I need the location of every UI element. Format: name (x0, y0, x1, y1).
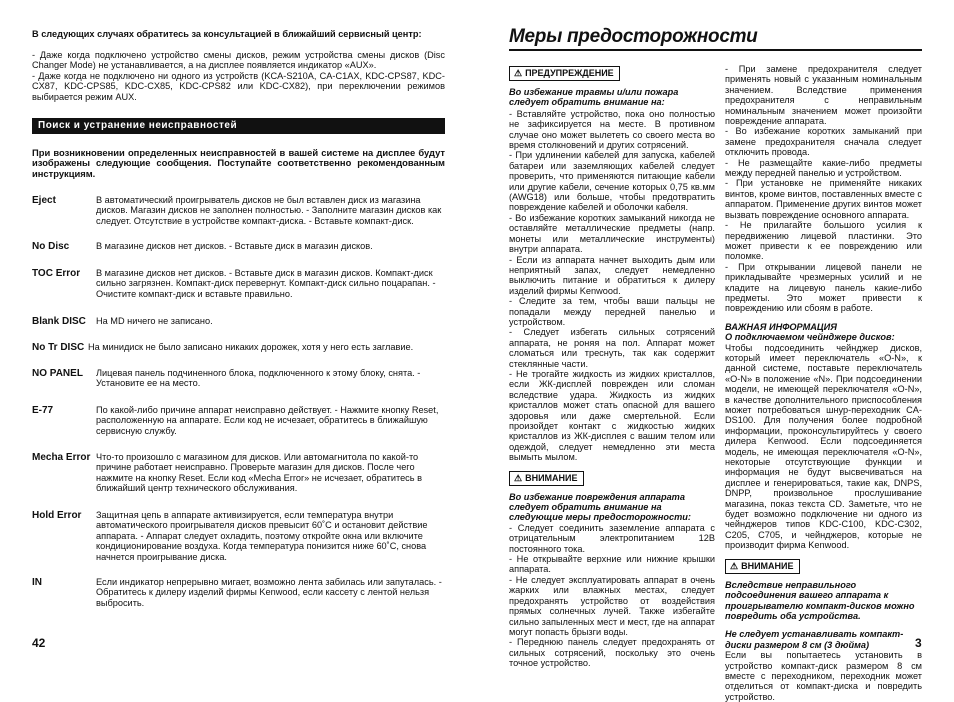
right-page (477, 0, 954, 702)
warning-badge (509, 66, 620, 81)
changer-heading: О подключаемом чейнджере дисков: (725, 332, 895, 343)
msg-term-e77: E-77 (32, 405, 54, 416)
caution-text: - Следует соединить заземление аппарата с отрицательным электропитанием 12В постоянного тока. - Не открывайте верхние или нижние крышки аппарата. - Не следует эксплуатировать аппарат в очень жарких или влажных местах, следует предохранять устройство от воздействия прямых солнечных лучей. Также избегайте сильно запыленных мест и мест, где на аппарат могут попасть брызги воды. - Переднюю панель следует предохранять от сильных сотрясений, поскольку это очень точное устройство. (509, 522, 715, 669)
msg-term-eject: Eject (32, 195, 56, 206)
caution2-badge (725, 559, 800, 574)
msg-term-in: IN (32, 577, 42, 588)
warning-label: ПРЕДУПРЕЖДЕНИЕ (525, 68, 614, 78)
msg-desc-e77: По какой-либо причине аппарат неисправно действует. - Нажмите кнопку Reset, расположенную на аппарате. Если код не исчезает, обратитесь в ближайшую сервисную службу. (96, 405, 439, 436)
caution2-heading: Вследствие неправильного подсоединения вашего аппарата к проигрывателю компакт-дисков можно повредить оба устройства. (725, 579, 915, 621)
msg-desc-no-disc: В магазине дисков нет дисков. - Вставьте диск в магазин дисков. (96, 241, 373, 251)
msg-desc-no-panel: Лицевая панель подчиненного блока, подключенного к этому блоку, снята. - Установите ее на место. (96, 368, 421, 389)
msg-desc-in: Если индикатор непрерывно мигает, возможно лента забилась или запуталась. - Обратитесь к дилеру изделий фирмы Kenwood, если кассету с лентой нельзя выбросить. (96, 577, 442, 608)
left-page (0, 0, 477, 675)
msg-term-toc-error: TOC Error (32, 268, 81, 279)
page-title: Меры предосторожности (509, 26, 758, 47)
caution-triangle-icon: ⚠ (514, 472, 523, 483)
msg-term-mecha-error: Mecha Error (32, 452, 91, 463)
warning-text: - Вставляйте устройство, пока оно полностью не зафиксируется на месте. В противном случае оно может вылететь со своего места во время столкновений и других сотрясений. - При удлинении кабелей для запуска, кабелей батареи или заземляющих кабелей следует проверить, что применяются питающие кабели или другие кабели, сечение которых 0,75 кв.мм (AWG18) или больше, чтобы предотвратить повреждение кабелей и оболочки кабеля. - Во избежание коротких замыканий никогда не оставляйте металлические предметы (напр. монеты или металлические инструменты) внутри аппарата. - Если из аппарата начнет выходить дым или неприятный запах, следует немедленно выключить питание и обратиться к дилеру изделий фирмы Kenwood. - Следите за тем, чтобы ваши пальцы не попадали между передней панелью и устройством. - Следует избегать сильных сотрясений аппарата, не роняя на пол. Аппарат может сломаться или треснуть, так как содержит стеклянные части. - Не трогайте жидкость из жидких кристаллов, если ЖК-дисплей поврежден или сломан вследствие удара. Жидкость из жидких кристаллов может стать опасной для вашего здоровья или даже смертельной. Если произойдет контакт с жидкостью жидких кристаллов из ЖК-дисплея с вашим телом или одеждой, следует немедленно эти места вымыть мылом. (509, 108, 715, 463)
fuse-and-panel-text: - При замене предохранителя следует применять новый с указанным номинальным значением. Вследствие применения предохранителя с неправильным номинальным значением может произойти повреждение аппарата. - Во избежание коротких замыканий при замене предохранителя сначала следует отключить провода. - Не размещайте какие-либо предметы между передней панелью и устройством. - При установке не применяйте никаких винтов, кроме винтов, поставленных вместе с аппаратом. Применение других винтов может вызвать повреждение основного аппарата. - Не прилагайте большого усилия к передвижению лицевой пластинки. Это может привести к ее повреждению или поломке. - При открывании лицевой панели не прикладывайте чрезмерных усилий и не кладите на лицевую панель какие-либо предметы. Это может привести к повреждению или сбоям в работе. (725, 64, 922, 314)
title-rule (509, 49, 922, 51)
caution-label: ВНИМАНИЕ (525, 472, 578, 483)
warning-triangle-icon: ⚠ (514, 68, 523, 78)
msg-desc-mecha-error: Что-то произошло с магазином для дисков. Или автомагнитола по какой-то причине работает неисправно. Проверьте магазин для дисков. После чего нажмите на кнопку Reset. Если код «Mecha Error» не исчезает, обратитесь в ближайший центр технического обслуживания. (96, 452, 422, 494)
msg-term-blank-disc: Blank DISC (32, 316, 86, 327)
msg-term-hold-error: Hold Error (32, 510, 82, 521)
warning-heading: Во избежание травмы и/или пожара следует обратить внимание на: (509, 87, 679, 108)
service-text: - Даже когда подключено устройство смены дисков, режим устройства смены дисков (Disc Changer Mode) не устанавливается, а на дисплее появляется индикатор «AUX». - Даже когда не подключено ни одного из устройств (KCA-S210A, CA-C1AX, KDC-CPS87, KDC-CX87, KDC-CPS85, KDC-CX85, KDC-CPS82 или KDC-CX82), при переключении режимов выбирается режим AUX. (32, 50, 445, 102)
troubleshooting-title: Поиск и устранение неисправностей (32, 118, 445, 134)
caution-heading: Во избежание повреждения аппарата следует обратить внимание на следующие меры предосторожности: (509, 491, 691, 523)
service-heading: В следующих случаях обратитесь за консультацией в ближайший сервисный центр: (32, 29, 422, 39)
column-2 (725, 64, 922, 702)
troubleshooting-intro: При возникновении определенных неисправностей в вашей системе на дисплее будут изображены следующие сообщения. Поступайте соответственно рекомендованным инструкциям. (32, 147, 445, 179)
disc-text: Если вы попытаетесь установить в устройство компакт-диск размером 8 см вместе с переходником, переходник может отделиться от компакт-диска и повредить устройство. (725, 650, 922, 702)
column-1 (509, 64, 715, 669)
changer-text: Чтобы подсоединить чейнджер дисков, который имеет переключатель «O-N», к данной системе, поставьте переключатель «O-N» в положение «N». При подсоединении модели, не имеющей переключателя «O-N», в качестве дополнительного приспособления может потребоваться шнур-переходник CA-DS100. Для получения более подробной информации, проконсультируйтесь у своего дилера Kenwood. Если подсоединяется модель, не имеющая переключателя «O-N», некоторые отсутствующие функции и информация не будут высвечиваться на дисплее и генерироваться, такие как, DNPS, DNPP, произвольное прослушивание магазина, показ текста CD. Заметьте, что не будет возможно подключение ни одного из чейнджеров типов KDC-C100, KDC-C302, C205, C705, и чейнджеров, которые не производит фирма Kenwood. (725, 342, 922, 551)
caution2-triangle-icon: ⚠ (730, 560, 739, 571)
page-number-right: 3 (915, 636, 922, 650)
msg-desc-hold-error: Защитная цепь в аппарате активизируется, если температура внутри автоматического проигрывателя дисков превысит 60˚С и остановит действие аппарата. - Аппарат следует охладить, поэтому откройте окна или включите кондиционирование воздуха. Когда температура понизится ниже 60˚С, снова начнется проигрывание диска. (96, 510, 428, 562)
msg-desc-no-tr-disc: На минидиск не было записано никаких дорожек, хотя у него есть заглавие. (88, 342, 414, 352)
msg-desc-blank-disc: На MD ничего не записано. (96, 316, 213, 326)
caution2-label: ВНИМАНИЕ (741, 560, 794, 571)
msg-term-no-tr-disc: No Tr DISC (32, 342, 85, 353)
msg-desc-toc-error: В магазине дисков нет дисков. - Вставьте диск в магазин дисков. Компакт-диск сильно загрязнен. Компакт-диск перевернут. Компакт-диск сильно поцарапан. - Очистите компакт-диск и вставьте правильно. (96, 268, 436, 299)
msg-term-no-panel: NO PANEL (32, 368, 83, 379)
disc-heading: Не следует устанавливать компакт-диски размером 8 см (3 дюйма) (725, 629, 904, 650)
info-heading: ВАЖНАЯ ИНФОРМАЦИЯ (725, 321, 837, 332)
page-number-left: 42 (32, 636, 46, 650)
caution-badge (509, 471, 584, 486)
msg-term-no-disc: No Disc (32, 241, 70, 252)
msg-desc-eject: В автоматический проигрыватель дисков не был вставлен диск из магазина дисков. Магазин дисков не заполнен полностью. - Заполните магазин дисков как следует. Отсутствие в устройстве компакт-диска. - Вставьте компакт-диск. (96, 195, 442, 226)
